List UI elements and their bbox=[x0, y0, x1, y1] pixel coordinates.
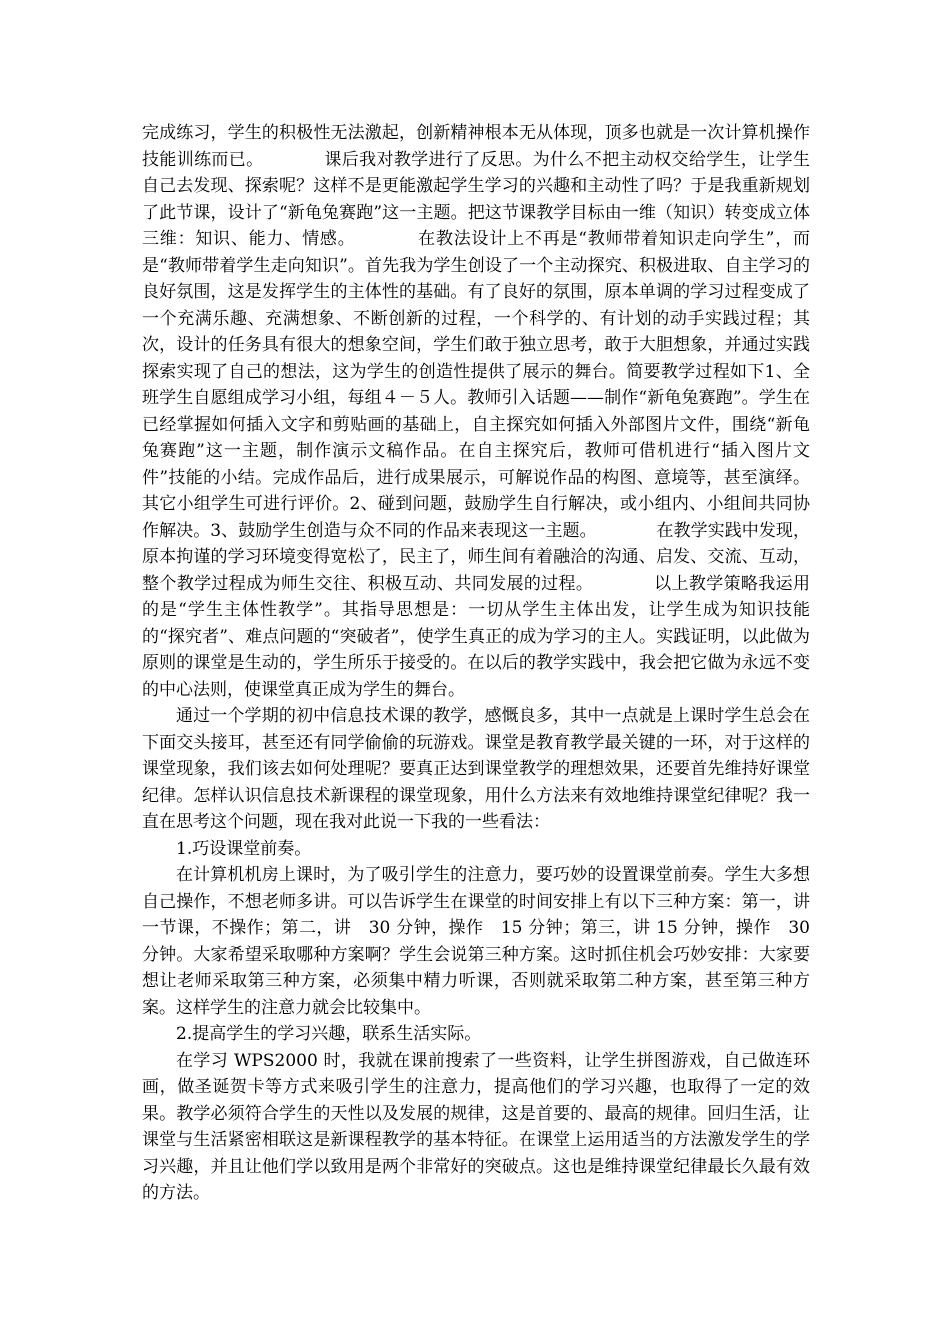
paragraph-reflection: 完成练习，学生的积极性无法激起，创新精神根本无从体现，顶多也就是一次计算机操作技能训练而已。 课后我对教学进行了反思。为什么不把主动权交给学生，让学生自己去发现、探索呢？这样不是更能激起学生学习的兴趣和主动性了吗？于是我重新规划了此节课，设计了“新龟兔赛跑”这一主题。把这节课教学目标由一维（知识）转变成立体三维：知识、能力、情感。 在教法设计上不再是“教师带着知识走向学生”，而是“教师带着学生走向知识”。首先我为学生创设了一个主动探究、积极进取、自主学习的良好氛围，这是发挥学生的主体性的基础。有了良好的氛围，原本单调的学习过程变成了一个充满乐趣、充满想象、不断创新的过程，一个科学的、有计划的动手实践过程；其次，设计的任务具有很大的想象空间，学生们敢于独立思考，敢于大胆想象，并通过实践探索实现了自己的想法，这为学生的创造性提供了展示的舞台。简要教学过程如下1、全班学生自愿组成学习小组，每组４－５人。教师引入话题——制作“新龟兔赛跑”。学生在已经掌握如何插入文字和剪贴画的基础上，自主探究如何插入外部图片文件，围绕“新龟兔赛跑”这一主题，制作演示文稿作品。在自主探究后，教师可借机进行“插入图片文件”技能的小结。完成作品后，进行成果展示，可解说作品的构图、意境等，甚至演绎。其它小组学生可进行评价。2、碰到问题，鼓励学生自行解决，或小组内、小组间共同协作解决。3、鼓励学生创造与众不同的作品来表现这一主题。 在教学实践中发现，原本拘谨的学习环境变得宽松了，民主了，师生间有着融洽的沟通、启发、交流、互动，整个教学过程成为师生交往、积极互动、共同发展的过程。 以上教学策略我运用的是“学生主体性教学”。其指导思想是：一切从学生主体出发，让学生成为知识技能的“探究者”、难点问题的“突破者”，使学生真正的成为学习的主人。实践证明，以此做为原则的课堂是生动的，学生所乐于接受的。在以后的教学实践中，我会把它做为永远不变的中心法则，使课堂真正成为学生的舞台。 bbox=[142, 123, 810, 700]
paragraph-heading-2: 2.提高学生的学习兴趣，联系生活实际。 bbox=[176, 1024, 482, 1044]
paragraph-heading-1: 1.巧设课堂前奏。 bbox=[176, 838, 312, 859]
paragraph-classroom-discipline-intro: 通过一个学期的初中信息技术课的教学，感慨良多，其中一点就是上课时学生总会在下面交头接耳，甚至还有同学偷偷的玩游戏。课堂是教育教学最关键的一环，对于这样的课堂现象，我们该去如何处理呢？要真正达到课堂教学的理想效果，还要首先维持好课堂纪律。怎样认识信息技术新课程的课堂现象，用什么方法来有效地维持课堂纪律呢？我一直在思考这个问题，现在我对此说一下我的一些看法： bbox=[142, 706, 810, 832]
paragraph-learning-interest: 在学习 WPS2000 时，我就在课前搜索了一些资料，让学生拼图游戏，自己做连环画，做圣诞贺卡等方式来吸引学生的注意力，提高他们的学习兴趣，也取得了一定的效果。教学必须符合学生的天性以及发展的规律，这是首要的、最高的规律。回归生活，让课堂与生活紧密相联这是新课程教学的基本特征。在课堂上运用适当的方法激发学生的学习兴趣，并且让他们学以致用是两个非常好的突破点。这也是维持课堂纪律最长久最有效的方法。 bbox=[142, 1050, 810, 1203]
paragraph-classroom-prelude: 在计算机机房上课时，为了吸引学生的注意力，要巧妙的设置课堂前奏。学生大多想自己操作，不想老师多讲。可以告诉学生在课堂的时间安排上有以下三种方案：第一，讲一节课，不操作；第二，讲 30 分钟，操作 15 分钟；第三，讲 15 分钟，操作 30 分钟。大家希望采取哪种方案啊？学生会说第三种方案。这时抓住机会巧妙安排：大家要想让老师采取第三种方案，必须集中精力听课，否则就采取第二种方案，甚至第三种方案。这样学生的注意力就会比较集中。 bbox=[142, 865, 816, 1018]
document-body bbox=[142, 120, 816, 1207]
